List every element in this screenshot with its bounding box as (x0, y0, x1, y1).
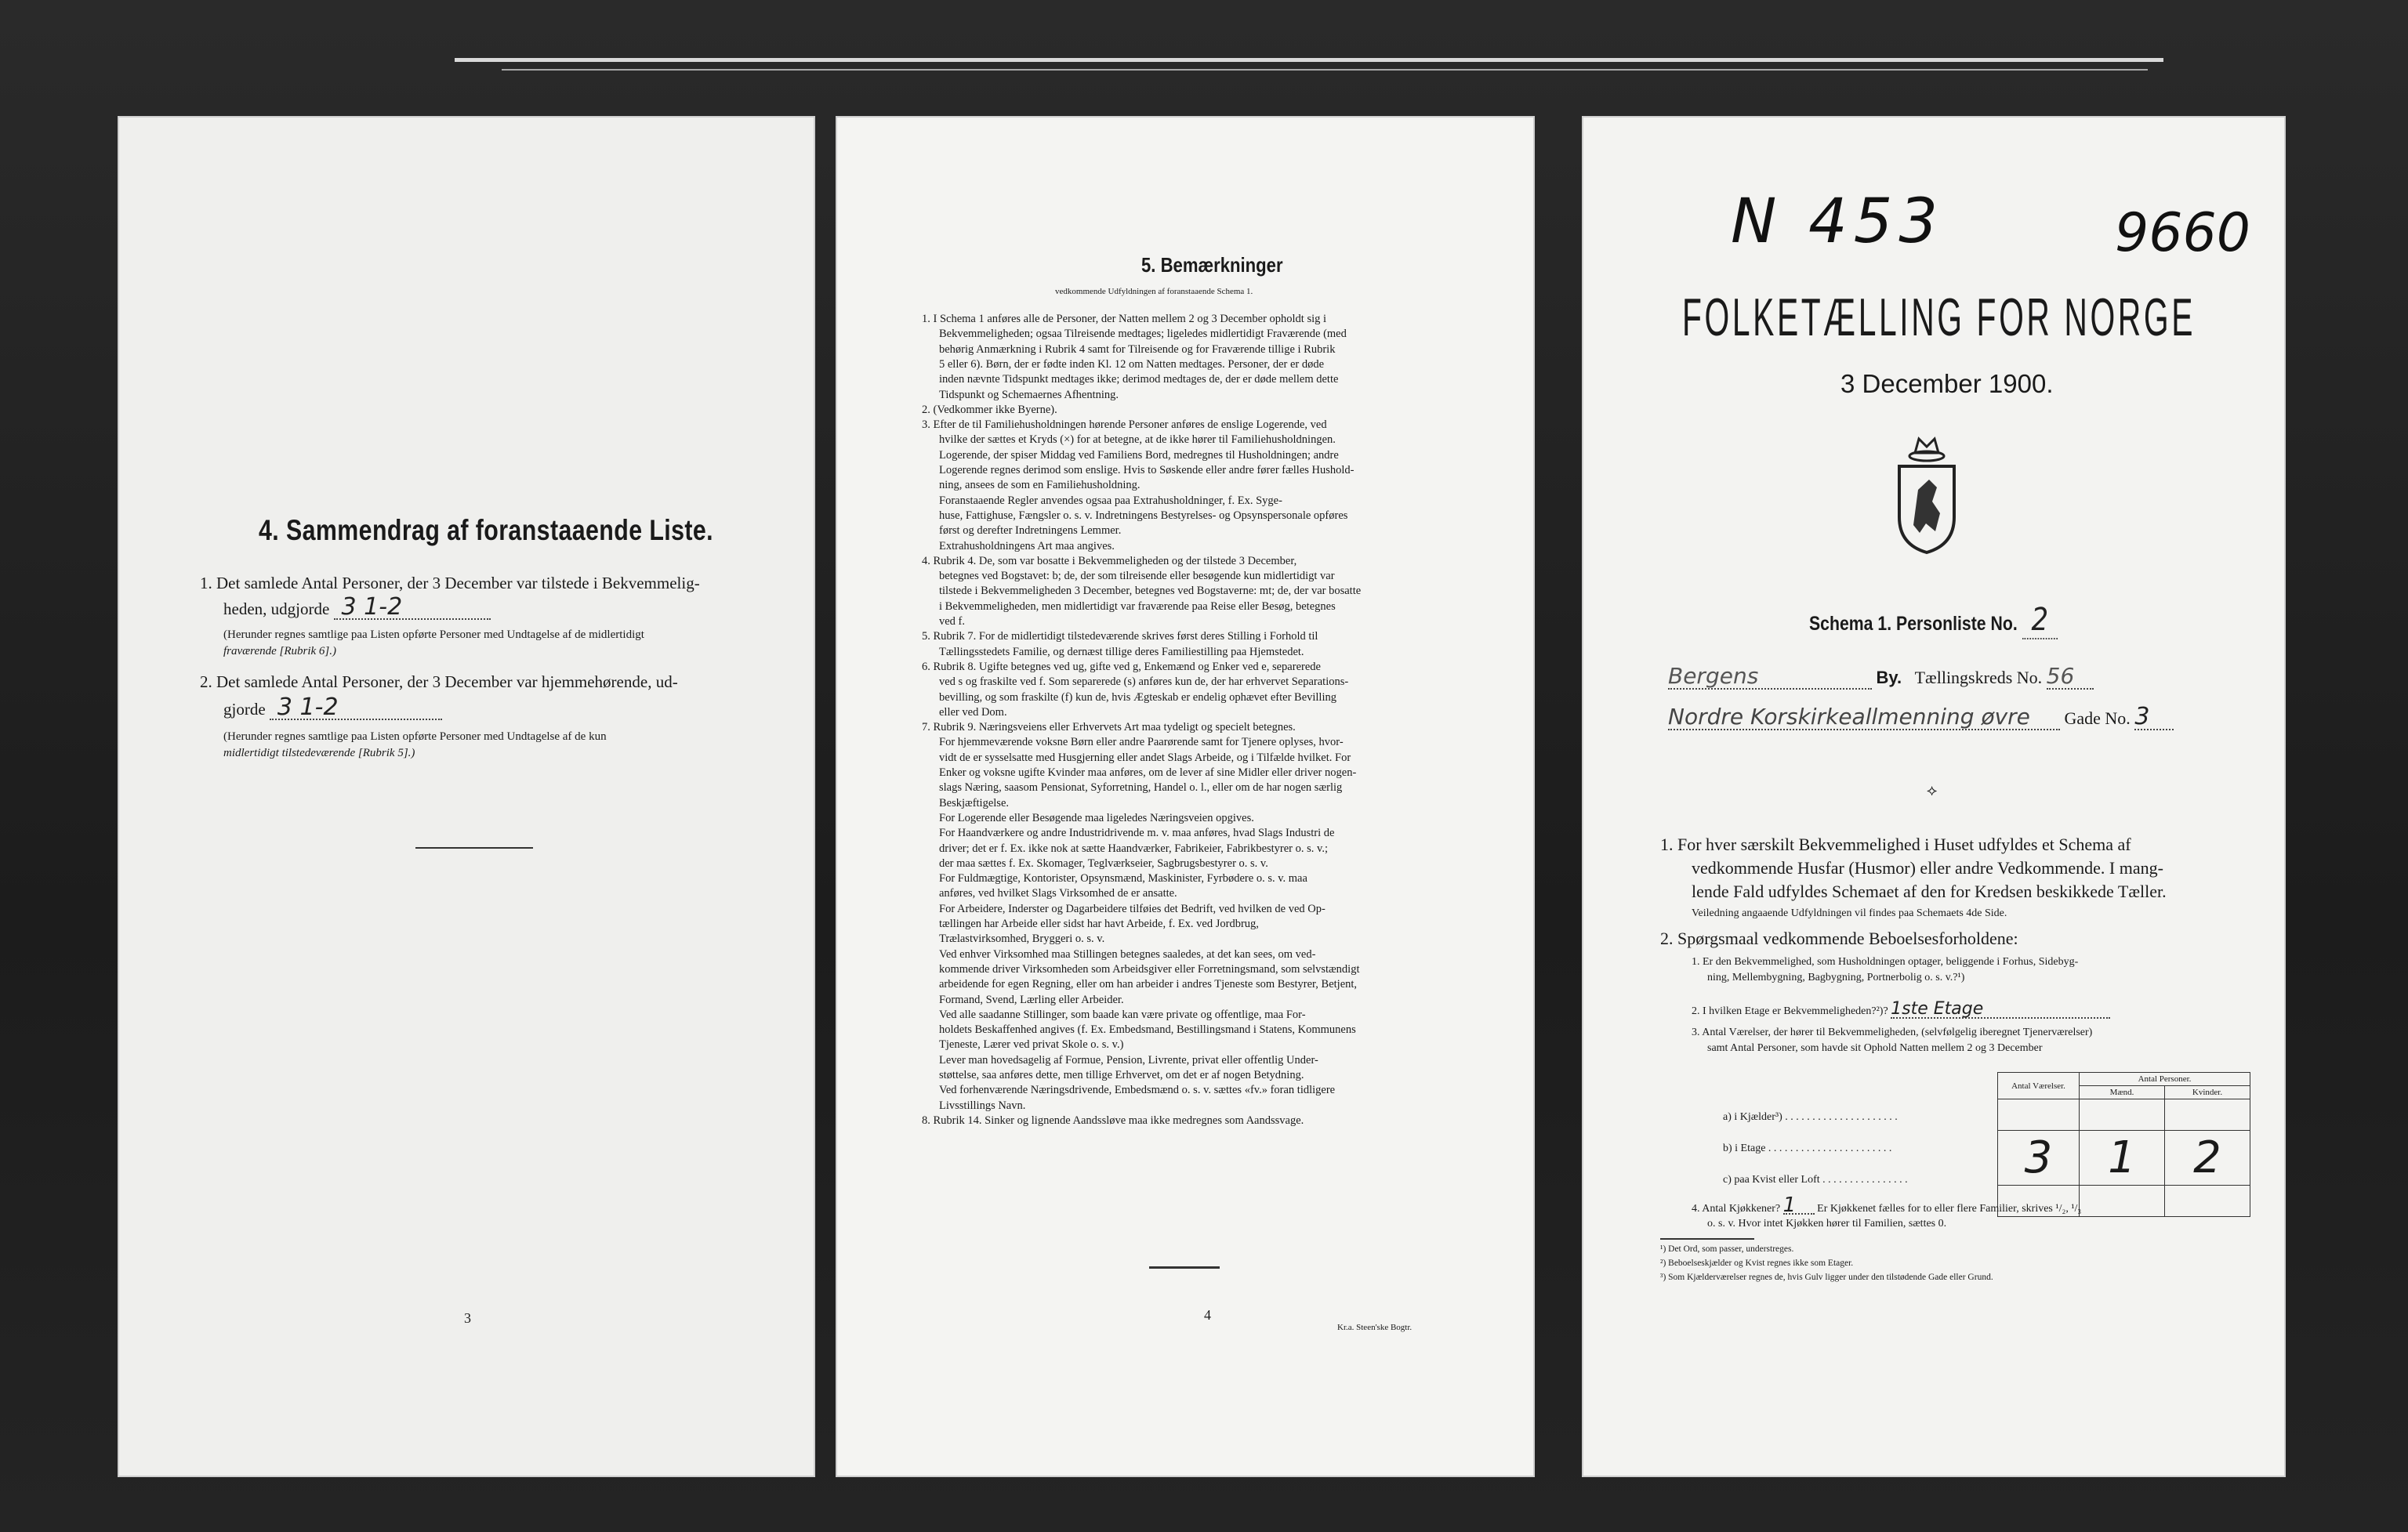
question2-label: 2. I hvilken Etage er Bekvemmeligheden?²)? (1692, 1005, 1888, 1017)
remarks-line: 8. Rubrik 14. Sinker og lignende Aandssløve maa ikke medregnes som Aandssvage. (922, 1114, 1304, 1127)
remarks-line: støttelse, saa anføres dette, men tillige Erhvervet, om det er af nogen Betydning. (939, 1069, 1304, 1081)
middle-page-number: 4 (1204, 1307, 1211, 1323)
section1-note: Veiledning angaaende Udfyldningen vil findes paa Schemaets 4de Side. (1692, 907, 2007, 919)
remarks-line: inden nævnte Tidspunkt medtages ikke; derimod medtages de, der er døde mellem dette (939, 373, 1339, 386)
remarks-line: driver; det er f. Ex. ikke nok at sætte Haandværker, Fabrikeier, Fabrikbestyrer o. s. v.; (939, 842, 1328, 855)
row-etage-maend: 1 (2080, 1131, 2165, 1186)
city-handwritten: Bergens (1668, 665, 1872, 690)
census-title: FOLKETÆLLING FOR NORGE (1682, 288, 2196, 347)
row-kvist-kvinder (2165, 1186, 2250, 1217)
question4-line2: o. s. v. Hvor intet Kjøkken hører til Familien, sættes 0. (1707, 1218, 1947, 1230)
remarks-line: 5 eller 6). Børn, der er fødte inden Kl. 12 om Natten medtages. Personer, der er døde (939, 357, 1325, 371)
remarks-line: Ved enhver Virksomhed maa Stillingen betegnes saaledes, at det kan sees, om ved- (939, 947, 1316, 961)
remarks-line: Foranstaaende Regler anvendes ogsaa paa Extrahusholdninger, f. Ex. Syge- (939, 494, 1282, 507)
section1-line2: vedkommende Husfar (Husmor) eller andre Vedkommende. I mang- (1692, 858, 2163, 878)
remarks-line: 7. Rubrik 9. Næringsveiens eller Erhvervets Art maa tydeligt og specielt betegnes. (922, 721, 1296, 734)
header-kvinder: Kvinder. (2165, 1086, 2250, 1099)
archive-handwritten-number: 9660 (2115, 202, 2251, 264)
remarks-line: behørig Anmærkning i Rubrik 4 samt for Tilreisende og for Fraværende tillige i Rubrik (939, 342, 1336, 356)
ornament-icon: ⟡ (1927, 782, 1938, 799)
remarks-line: slags Næring, saasom Pensionat, Syforretning, Handel o. l., eller om de har nogen særlig (939, 781, 1343, 795)
remarks-line: Tællingsstedets Familie, og dernæst tillige deres Familiestilling paa Hjemstedet. (939, 645, 1304, 658)
question3-line1: 3. Antal Værelser, der hører til Bekvemmeligheden, (selvfølgelig iberegnet Tjenerværelser) (1692, 1027, 2093, 1038)
remarks-line: 4. Rubrik 4. De, som var bosatte i Bekvemmeligheden og der tilstede 3 December, (922, 554, 1297, 567)
printer-credit: Kr.a. Steen'ske Bogtr. (1337, 1323, 1413, 1332)
footnote-rule (1660, 1238, 1754, 1240)
residence-table (1997, 1072, 2250, 1217)
schema-label: Schema 1. Personliste No. (1809, 613, 2018, 635)
remarks-line: 6. Rubrik 8. Ugifte betegnes ved ug, gifte ved g, Enkemænd og Enker ved e, separerede (922, 660, 1321, 673)
kreds-handwritten: 56 (2047, 665, 2094, 690)
remarks-line: Tjeneste, Lærer ved privat Skole o. s. v.) (939, 1038, 1124, 1052)
item1-line2 (223, 593, 491, 621)
remarks-line: For Haandværkere og andre Industridrivende m. v. maa anføres, hvad Slags Industri de (939, 827, 1335, 840)
item1-handwritten-count: 3 1-2 (334, 596, 491, 620)
row-label-kvist: c) paa Kvist eller Loft . . . . . . . . . . . . . . . . (1723, 1174, 1908, 1186)
section2-heading: 2. Spørgsmaal vedkommende Beboelsesforholdene: (1660, 929, 2018, 948)
question1-line1: 1. Er den Bekvemmelighed, som Husholdningen optager, beliggende i Forhus, Sidebyg- (1692, 956, 2079, 968)
remarks-line: anføres, ved hvilket Slags Virksomhed de er ansatte. (939, 887, 1177, 900)
remarks-line: bevilling, og som fraskilte (f) kun de, hvis Ægteskab er endelig ophævet efter Bevilling (939, 690, 1336, 704)
schema-number-handwritten: 2 (2022, 602, 2058, 639)
question4-instruction: Er Kjøkkenet fælles for to eller flere Familier, skrives ¹/₂, ¹/₃ (1817, 1203, 2082, 1215)
remarks-heading: 5. Bemærkninger (1141, 253, 1283, 277)
remarks-line: 2. (Vedkommer ikke Byerne). (922, 403, 1057, 416)
remarks-line: der maa sættes f. Ex. Skomager, Teglværkseier, Sagbrugsbestyrer o. s. v. (939, 857, 1268, 870)
city-line (1668, 665, 2094, 690)
remarks-line: Enker og voksne ugifte Kvinder maa anføres, om de lever af sine Midler eller driver nogen- (939, 766, 1357, 779)
remarks-line: tilstede i Bekvemmeligheden 3 December, betegnes ved Bogstaverne: mt; de, der var bosatte (939, 585, 1362, 598)
right-page (1582, 116, 2286, 1477)
remarks-line: Bekvemmeligheden; ogsaa Tilreisende medtages; ligeledes midlertidigt Fraværende (med (939, 328, 1347, 341)
question4-label: 4. Antal Kjøkkener? (1692, 1203, 1781, 1215)
question4-line1 (1692, 1193, 2082, 1217)
remarks-line: For Fuldmægtige, Kontorister, Opsynsmænd, Maskinister, Fyrbødere o. s. v. maa (939, 872, 1307, 886)
row-kjaelder-kvinder (2165, 1099, 2250, 1131)
remarks-line: eller ved Dom. (939, 705, 1007, 719)
item2-line1: 2. Det samlede Antal Personer, der 3 December var hjemmehørende, ud- (200, 672, 678, 691)
left-page (118, 116, 815, 1477)
footnote-3: ³) Som Kjælderværelser regnes de, hvis Gulv ligger under den tilstødende Gade eller Grund. (1660, 1273, 1993, 1282)
remarks-line: Formand, Svend, Lærling eller Arbeider. (939, 993, 1124, 1006)
remarks-line: Tidspunkt og Schemaernes Afhentning. (939, 388, 1119, 401)
remarks-line: ved f. (939, 615, 966, 628)
remarks-line: i Bekvemmeligheden, men midlertidigt var fraværende paa Reise eller Besøg, betegnes (939, 599, 1336, 613)
section1-line1: 1. For hver særskilt Bekvemmelighed i Huset udfyldes et Schema af (1660, 835, 2131, 854)
street-handwritten: Nordre Korskirkeallmenning øvre (1668, 705, 2060, 730)
archive-handwritten-code: N 453 (1731, 187, 1945, 257)
footnote-1: ¹) Det Ord, som passer, understreges. (1660, 1244, 1794, 1254)
row-kvist-maend (2080, 1186, 2165, 1217)
remarks-line: Ved alle saadanne Stillinger, som baade kan være private og offentlige, maa For- (939, 1008, 1306, 1021)
remarks-line: betegnes ved Bogstavet: b; de, der som tilreisende eller besøgende kun midlertidigt var (939, 570, 1335, 583)
remarks-line: Logerende regnes derimod som enslige. Hvis to Søskende eller andre fører fælles Hushold- (939, 464, 1354, 476)
row-label-etage: b) i Etage . . . . . . . . . . . . . . . . . . . . . . . (1723, 1143, 1892, 1154)
item1-note1: (Herunder regnes samtlige paa Listen opførte Personer med Undtagelse af de midlertidigt (223, 628, 644, 641)
kreds-label: Tællingskreds No. (1914, 668, 2043, 687)
remarks-line: Livsstillings Navn. (939, 1099, 1026, 1112)
remarks-line: For Arbeidere, Inderster og Dagarbeidere tilføies det Bedrift, ved hvilken de ved Op- (939, 902, 1325, 915)
by-label: By. (1876, 668, 1902, 687)
item2-note2: midlertidigt tilstedeværende [Rubrik 5].) (223, 747, 415, 759)
remarks-line: 1. I Schema 1 anføres alle de Personer, der Natten mellem 2 og 3 December opholdt sig i (922, 313, 1327, 325)
row-etage-kvinder: 2 (2165, 1131, 2250, 1186)
summary-heading: 4. Sammendrag af foranstaaende Liste. (259, 514, 714, 546)
street-line (1668, 705, 2174, 730)
remarks-subheading: vedkommende Udfyldningen af foranstaaende Schema 1. (1055, 287, 1253, 296)
census-date: 3 December 1900. (1840, 369, 2054, 398)
remarks-line: huse, Fattighuse, Fængsler o. s. v. Indretningens Bestyrelses- og Opsynspersonale opføres (939, 509, 1348, 522)
item2-note1: (Herunder regnes samtlige paa Listen opførte Personer med Undtagelse af de kun (223, 730, 607, 743)
question3-line2: samt Antal Personer, som havde sit Ophold Natten mellem 2 og 3 December (1707, 1042, 2043, 1054)
remarks-line: 5. Rubrik 7. For de midlertidigt tilstedeværende skrives først deres Stilling i Forhold til (922, 630, 1318, 643)
row-kjaelder-vaerelser (1998, 1099, 2080, 1131)
question2-line (1692, 1001, 2110, 1020)
remarks-line: Beskjæftigelse. (939, 796, 1010, 809)
remarks-line: Trælastvirksomhed, Bryggeri o. s. v. (939, 933, 1105, 946)
remarks-line: ved s og fraskilte ved f. Som separerede (s) anføres kun de, der har erhvervet Separations- (939, 675, 1349, 689)
item1-note2: fraværende [Rubrik 6].) (223, 645, 337, 657)
left-page-divider (415, 847, 533, 849)
header-maend: Mænd. (2080, 1086, 2165, 1099)
middle-page-divider (1149, 1266, 1220, 1269)
top-edge-rule-thin (502, 69, 2148, 71)
schema-line (1809, 602, 2058, 639)
remarks-line: Ved forhenværende Næringsdrivende, Embedsmænd o. s. v. sættes «fv.» foran tidligere (939, 1084, 1336, 1097)
remarks-line: hvilke der sættes et Kryds (×) for at betegne, at de ikke hører til Familiehusholdningen. (939, 433, 1336, 447)
row-etage-vaerelser: 3 (1998, 1131, 2080, 1186)
gade-label: Gade No. (2064, 708, 2131, 728)
remarks-line: Logerende, der spiser Middag ved Familiens Bord, medregnes til Husholdningen; andre (939, 448, 1339, 462)
remarks-line: kommende driver Virksomheden som Arbeidsgiver eller Forretningsmand, som selvstændigt (939, 962, 1360, 976)
item1-line1: 1. Det samlede Antal Personer, der 3 December var tilstede i Bekvemmelig- (200, 574, 700, 592)
item2-handwritten-count: 3 1-2 (270, 696, 442, 720)
remarks-line: Lever man hovedsagelig af Formue, Pension, Livrente, privat eller offentlig Under- (939, 1053, 1318, 1067)
remarks-line: Extrahusholdningens Art maa angives. (939, 539, 1115, 552)
item1-prefix: heden, udgjorde (223, 599, 330, 618)
middle-page (836, 116, 1535, 1477)
item2-line2 (223, 696, 442, 721)
remarks-line: ning, ansees de som en Familiehusholdning. (939, 479, 1141, 492)
remarks-line: vidt de er sysselsatte med Husgjerning eller andet Slags Arbeide, og i Tilfælde hvilket. For (939, 751, 1351, 764)
row-kjaelder-maend (2080, 1099, 2165, 1131)
remarks-line: 3. Efter de til Familiehusholdningen hørende Personer anføres de enslige Logerende, ved (922, 418, 1327, 432)
left-page-number: 3 (464, 1310, 471, 1326)
question2-handwritten: 1ste Etage (1891, 1001, 2110, 1019)
row-label-kjaelder: a) i Kjælder³) . . . . . . . . . . . . . . . . . . . . . (1723, 1111, 1898, 1123)
gade-number-handwritten: 3 (2134, 705, 2174, 730)
remarks-line: tællingen har Arbeide eller sidst har havt Arbeide, f. Ex. ved Jordbrug, (939, 918, 1259, 930)
remarks-line: holdets Beskaffenhed angives (f. Ex. Embedsmand, Bestillingsmand i Statens, Kommunens (939, 1023, 1356, 1037)
header-vaerelser: Antal Værelser. (1998, 1073, 2080, 1099)
footnote-2: ²) Beboelseskjælder og Kvist regnes ikke som Etager. (1660, 1259, 1854, 1268)
norway-coat-of-arms-icon (1891, 431, 1962, 556)
remarks-line: arbeidende for egen Regning, eller om han arbeider i andres Tjeneste som Bestyrer, Betjent, (939, 978, 1358, 991)
remarks-line: For hjemmeværende voksne Børn eller andre Paarørende samt for Tjenere oplyses, hvor- (939, 736, 1344, 749)
top-edge-rule (455, 58, 2163, 62)
section1-line3: lende Fald udfyldes Schemaet af den for Kredsen beskikkede Tæller. (1692, 882, 2167, 901)
question1-line2: ning, Mellembygning, Bagbygning, Portnerbolig o. s. v.?¹) (1707, 972, 1965, 983)
remarks-line: For Logerende eller Besøgende maa ligeledes Næringsveien opgives. (939, 811, 1254, 824)
question4-handwritten: 1 (1783, 1197, 1815, 1215)
remarks-line: først og derefter Indretningens Lemmer. (939, 524, 1122, 538)
item2-prefix: gjorde (223, 700, 266, 719)
header-personer: Antal Personer. (2080, 1073, 2250, 1086)
